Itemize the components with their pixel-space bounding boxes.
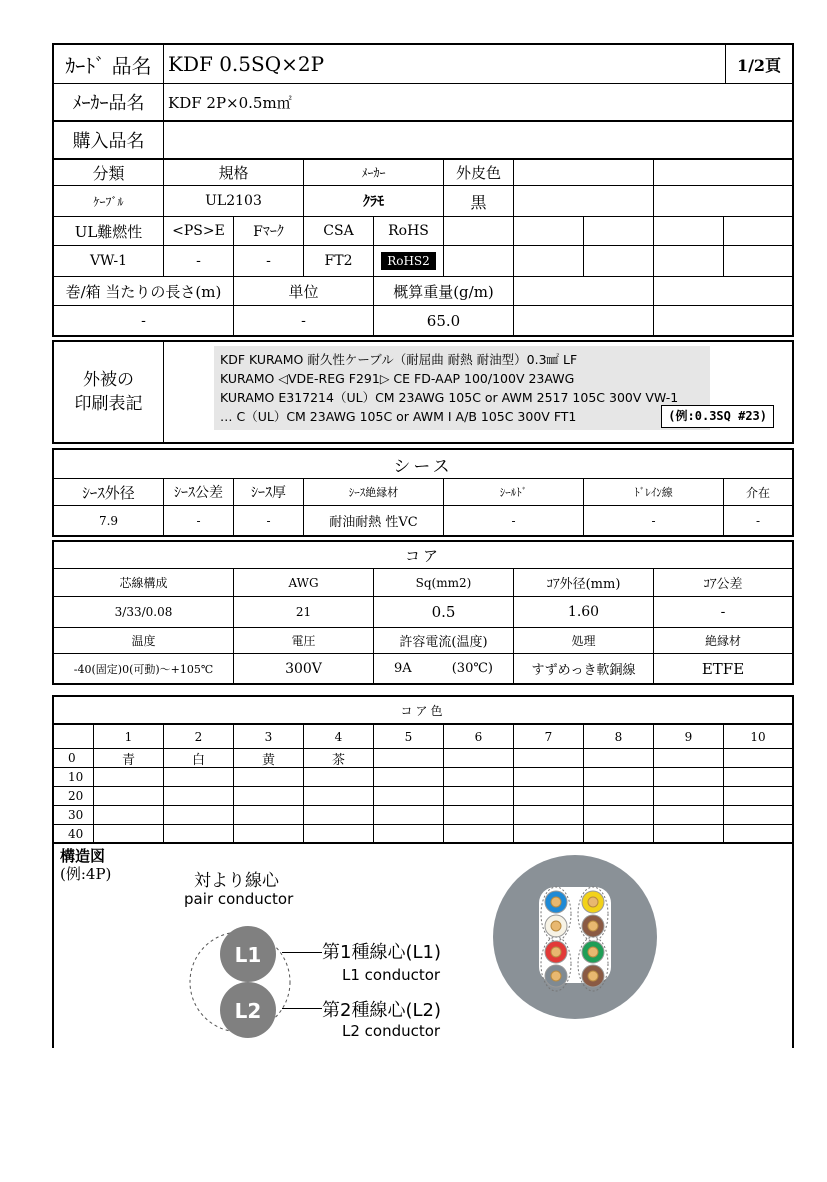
core-color-col-1: 1 bbox=[94, 725, 164, 748]
core-color-row bbox=[52, 768, 794, 787]
core-color-col-7: 7 bbox=[514, 725, 584, 748]
l2-badge: L2 bbox=[234, 999, 262, 1023]
sheath-v-0: 7.9 bbox=[54, 506, 164, 535]
printing-line-1: KDF KURAMO 耐久性ケーブル（耐屈曲 耐熱 耐油型）0.3㎟ LF bbox=[220, 352, 578, 367]
spec-sheet bbox=[52, 43, 794, 844]
core-conductor bbox=[588, 971, 598, 981]
spec-v1-4 bbox=[514, 186, 654, 216]
pair-diagram bbox=[184, 918, 304, 1048]
rohs-badge: RoHS2 bbox=[381, 252, 436, 270]
sheath-value-row bbox=[52, 506, 794, 537]
card-name-value: KDF 0.5SQ×2P bbox=[164, 45, 726, 83]
core-v2-2 bbox=[374, 654, 514, 683]
spec-value-row-2 bbox=[52, 246, 794, 277]
core-color-cell bbox=[584, 806, 654, 824]
sheath-v-4: - bbox=[444, 506, 584, 535]
core-value-row-2 bbox=[52, 654, 794, 685]
core-color-cell: 茶 bbox=[304, 749, 374, 767]
core-color-cell bbox=[514, 806, 584, 824]
sheath-h-3: ｼｰｽ絶縁材 bbox=[304, 479, 444, 505]
card-name-label: ｶｰﾄﾞ 品名 bbox=[54, 45, 164, 83]
core-color-cell bbox=[654, 806, 724, 824]
core-h2-2: 許容電流(温度) bbox=[374, 628, 514, 653]
spec-h2-6 bbox=[514, 217, 584, 245]
l1-conductor-en: L1 conductor bbox=[342, 966, 441, 984]
sheath-header-row bbox=[52, 479, 794, 506]
spec-h1-2: ﾒｰｶｰ bbox=[304, 160, 444, 185]
core-v1-1: 21 bbox=[234, 597, 374, 627]
core-color-cell bbox=[514, 768, 584, 786]
spec-h2-4: RoHS bbox=[374, 217, 444, 245]
sheath-h-5: ﾄﾞﾚｲﾝ線 bbox=[584, 479, 724, 505]
core-color-cell bbox=[444, 768, 514, 786]
l1-conductor-jp: 第1種線心(L1) bbox=[322, 942, 441, 963]
core-color-cell bbox=[304, 768, 374, 786]
core-v1-2: 0.5 bbox=[374, 597, 514, 627]
core-v1-0: 3/33/0.08 bbox=[54, 597, 234, 627]
core-h2-3: 処理 bbox=[514, 628, 654, 653]
core-v1-4: - bbox=[720, 604, 726, 620]
core-color-corner bbox=[54, 725, 94, 748]
spec-v1-3: 黒 bbox=[444, 186, 514, 216]
core-h1-0: 芯線構成 bbox=[54, 569, 234, 596]
structure-title: 構造図 bbox=[60, 847, 106, 865]
core-color-cell bbox=[304, 787, 374, 805]
page-number: 1/2頁 bbox=[736, 55, 782, 75]
spec-h1-1: 規格 bbox=[164, 160, 304, 185]
spec-h3-3 bbox=[514, 277, 654, 305]
spec-value-row-3 bbox=[52, 306, 794, 337]
spec-v1-0: ｹｰﾌﾞﾙ bbox=[54, 186, 164, 216]
core-color-cell: 青 bbox=[94, 749, 164, 767]
core-h2-1: 電圧 bbox=[234, 628, 374, 653]
sheath-h-4: ｼｰﾙﾄﾞ bbox=[444, 479, 584, 505]
spec-h3-0: 巻/箱 当たりの長さ(m) bbox=[54, 277, 234, 305]
spec-h2-3: CSA bbox=[304, 217, 374, 245]
spec-v2-3: FT2 bbox=[304, 246, 374, 276]
sheath-title-row bbox=[52, 448, 794, 479]
core-v2-3: すずめっき軟銅線 bbox=[514, 654, 654, 683]
spec-v3-2: 65.0 bbox=[374, 306, 514, 335]
purchase-name-row bbox=[52, 122, 794, 160]
core-color-col-10: 10 bbox=[750, 729, 766, 744]
spec-v3-0: - bbox=[54, 306, 234, 335]
maker-name-label: ﾒｰｶｰ品名 bbox=[54, 84, 164, 120]
core-header-row-1 bbox=[52, 569, 794, 597]
spec-h1-4 bbox=[514, 160, 654, 185]
core-v2-4: ETFE bbox=[701, 659, 745, 678]
core-color-cell bbox=[304, 806, 374, 824]
maker-name-row bbox=[52, 84, 794, 122]
core-color-col-8: 8 bbox=[584, 725, 654, 748]
spec-v1-5 bbox=[654, 186, 792, 216]
core-color-col-4: 4 bbox=[304, 725, 374, 748]
core-conductor bbox=[588, 947, 598, 957]
spec-v3-3 bbox=[514, 306, 654, 335]
allowable-current: 9A bbox=[394, 661, 412, 676]
printing-row bbox=[52, 340, 794, 444]
spec-h2-2: Fﾏｰｸ bbox=[234, 217, 304, 245]
printing-label-line1: 外被の bbox=[83, 370, 134, 390]
core-value-row-1 bbox=[52, 597, 794, 628]
core-color-title-row bbox=[52, 695, 794, 724]
core-conductor bbox=[551, 947, 561, 957]
core-color-cell bbox=[94, 806, 164, 824]
maker-logo: ｸﾗﾓ bbox=[304, 186, 444, 216]
structure-example: (例:4P) bbox=[60, 865, 112, 883]
core-color-cell bbox=[234, 768, 304, 786]
core-color-cell bbox=[374, 768, 444, 786]
spec-v2-1: - bbox=[164, 246, 234, 276]
spec-value-row-1 bbox=[52, 186, 794, 217]
core-h2-0: 温度 bbox=[54, 628, 234, 653]
spec-h3-1: 単位 bbox=[234, 277, 374, 305]
spec-h3-4 bbox=[654, 277, 792, 305]
core-color-cell bbox=[724, 749, 792, 767]
rohs-cell bbox=[374, 246, 444, 276]
card-name-row bbox=[52, 43, 794, 84]
spec-v3-1: - bbox=[234, 306, 374, 335]
core-conductor bbox=[588, 897, 598, 907]
core-color-cell bbox=[374, 749, 444, 767]
maker-name-value: KDF 2P×0.5m㎡ bbox=[168, 93, 292, 112]
spec-v2-2: - bbox=[234, 246, 304, 276]
core-conductor bbox=[588, 921, 598, 931]
core-color-cell bbox=[164, 806, 234, 824]
core-color-col-6: 6 bbox=[444, 725, 514, 748]
printing-line-3: KURAMO E317214（UL）CM 23AWG 105C or AWM 2517 105C 300V VW-1 bbox=[220, 390, 679, 405]
core-title-row bbox=[52, 540, 794, 569]
spec-h2-9 bbox=[724, 217, 792, 245]
core-color-cell bbox=[164, 787, 234, 805]
core-color-cell bbox=[584, 787, 654, 805]
core-color-cell bbox=[654, 787, 724, 805]
sheath-title: シース bbox=[393, 456, 453, 477]
sheath-h-1: ｼｰｽ公差 bbox=[164, 479, 234, 505]
core-v2-1: 300V bbox=[234, 654, 374, 683]
core-color-cell bbox=[724, 768, 792, 786]
spec-h2-7 bbox=[584, 217, 654, 245]
core-color-table bbox=[52, 695, 794, 844]
core-conductor bbox=[551, 971, 561, 981]
pair-conductor-jp: 対より線心 bbox=[194, 871, 279, 891]
l2-leader-line bbox=[282, 1008, 322, 1009]
core-color-cell bbox=[94, 768, 164, 786]
sheath-v-3: 耐油耐熱 性VC bbox=[304, 506, 444, 535]
spec-v1-1: UL2103 bbox=[164, 186, 304, 216]
sheath-v-1: - bbox=[164, 506, 234, 535]
core-conductor bbox=[551, 897, 561, 907]
core-color-cell bbox=[724, 806, 792, 824]
core-color-cell bbox=[234, 787, 304, 805]
core-color-col-9: 9 bbox=[654, 725, 724, 748]
core-color-cell bbox=[584, 768, 654, 786]
core-color-cell bbox=[654, 749, 724, 767]
core-color-row bbox=[52, 787, 794, 806]
sheath-h-6: 介在 bbox=[745, 485, 770, 500]
cable-cross-section bbox=[492, 854, 658, 1020]
core-color-body bbox=[52, 749, 794, 844]
printing-line-2: KURAMO ◁VDE-REG F291▷ CE FD-AAP 100/100V 23AWG bbox=[220, 371, 575, 386]
printing-line-4: … C（UL）CM 23AWG 105C or AWM Ⅰ A/B 105C 300V FT1 bbox=[220, 409, 577, 424]
l2-conductor-jp: 第2種線心(L2) bbox=[322, 1000, 441, 1021]
core-color-cell bbox=[234, 806, 304, 824]
spec-h3-2: 概算重量(g/m) bbox=[374, 277, 514, 305]
spec-h1-3: 外皮色 bbox=[444, 160, 514, 185]
core-color-cell bbox=[514, 787, 584, 805]
spec-v2-9 bbox=[724, 246, 792, 276]
sheath-v-2: - bbox=[234, 506, 304, 535]
printing-label-line2: 印刷表記 bbox=[74, 394, 143, 414]
spec-v2-5 bbox=[444, 246, 514, 276]
spec-header-row-1 bbox=[52, 160, 794, 186]
core-color-cell bbox=[444, 749, 514, 767]
core-color-header-row bbox=[52, 724, 794, 749]
pair-conductor-en: pair conductor bbox=[184, 890, 294, 908]
core-color-cell bbox=[444, 787, 514, 805]
purchase-name-label: 購入品名 bbox=[54, 122, 164, 158]
core-header-row-2 bbox=[52, 628, 794, 654]
core-color-cell bbox=[94, 787, 164, 805]
core-color-cell bbox=[724, 787, 792, 805]
spec-v3-4 bbox=[654, 306, 792, 335]
core-color-cell bbox=[444, 806, 514, 824]
core-color-row-label: 40 bbox=[54, 825, 94, 842]
spec-v2-6 bbox=[514, 246, 584, 276]
core-v1-3: 1.60 bbox=[514, 597, 654, 627]
core-color-row-label: 10 bbox=[54, 768, 94, 786]
core-color-title: コア色 bbox=[400, 703, 446, 718]
core-v2-0: -40(固定)0(可動)～+105℃ bbox=[54, 654, 234, 683]
core-color-row-label: 20 bbox=[54, 787, 94, 805]
core-title: コア bbox=[404, 546, 441, 565]
spec-h2-0: UL難燃性 bbox=[54, 217, 164, 245]
spec-h1-0: 分類 bbox=[54, 160, 164, 185]
core-color-row-label: 30 bbox=[54, 806, 94, 824]
sheath-h-0: ｼｰｽ外径 bbox=[54, 479, 164, 505]
spec-h1-5 bbox=[654, 160, 792, 185]
core-color-col-3: 3 bbox=[234, 725, 304, 748]
core-color-row bbox=[52, 749, 794, 768]
spec-h2-8 bbox=[654, 217, 724, 245]
core-h1-1: AWG bbox=[234, 569, 374, 596]
printing-label bbox=[54, 342, 164, 442]
core-h2-4: 絶縁材 bbox=[704, 634, 741, 648]
core-color-cell bbox=[584, 749, 654, 767]
core-color-row-label: 0 bbox=[54, 749, 94, 767]
l1-badge: L1 bbox=[234, 943, 262, 967]
core-color-cell bbox=[164, 768, 234, 786]
core-color-col-5: 5 bbox=[374, 725, 444, 748]
spec-header-row-2 bbox=[52, 217, 794, 246]
core-color-cell bbox=[374, 806, 444, 824]
spec-v2-0: VW-1 bbox=[54, 246, 164, 276]
spec-header-row-3 bbox=[52, 277, 794, 306]
sheath-v-5: - bbox=[584, 506, 724, 535]
printing-example: (例:0.3SQ #23) bbox=[661, 405, 774, 428]
core-conductor bbox=[551, 921, 561, 931]
sheath-v-6: - bbox=[755, 513, 761, 528]
core-color-cell: 白 bbox=[164, 749, 234, 767]
printing-text-box bbox=[214, 346, 767, 430]
allowable-current-temp: (30℃) bbox=[451, 661, 493, 676]
l2-conductor-en: L2 conductor bbox=[342, 1022, 441, 1040]
printing-content bbox=[164, 342, 792, 442]
spec-h2-1: <PS>E bbox=[164, 217, 234, 245]
structure-section bbox=[52, 838, 794, 1048]
core-h1-4: ｺｱ公差 bbox=[703, 577, 743, 592]
core-h1-3: ｺｱ外径(mm) bbox=[514, 569, 654, 596]
core-color-row bbox=[52, 806, 794, 825]
core-color-col-2: 2 bbox=[164, 725, 234, 748]
core-color-cell bbox=[654, 768, 724, 786]
core-h1-2: Sq(mm2) bbox=[374, 569, 514, 596]
core-color-cell: 黄 bbox=[234, 749, 304, 767]
core-color-cell bbox=[514, 749, 584, 767]
core-color-cell bbox=[374, 787, 444, 805]
purchase-name-value bbox=[164, 122, 792, 158]
l1-leader-line bbox=[282, 952, 322, 953]
spec-v2-7 bbox=[584, 246, 654, 276]
spec-h2-5 bbox=[444, 217, 514, 245]
sheath-h-2: ｼｰｽ厚 bbox=[234, 479, 304, 505]
spec-v2-8 bbox=[654, 246, 724, 276]
